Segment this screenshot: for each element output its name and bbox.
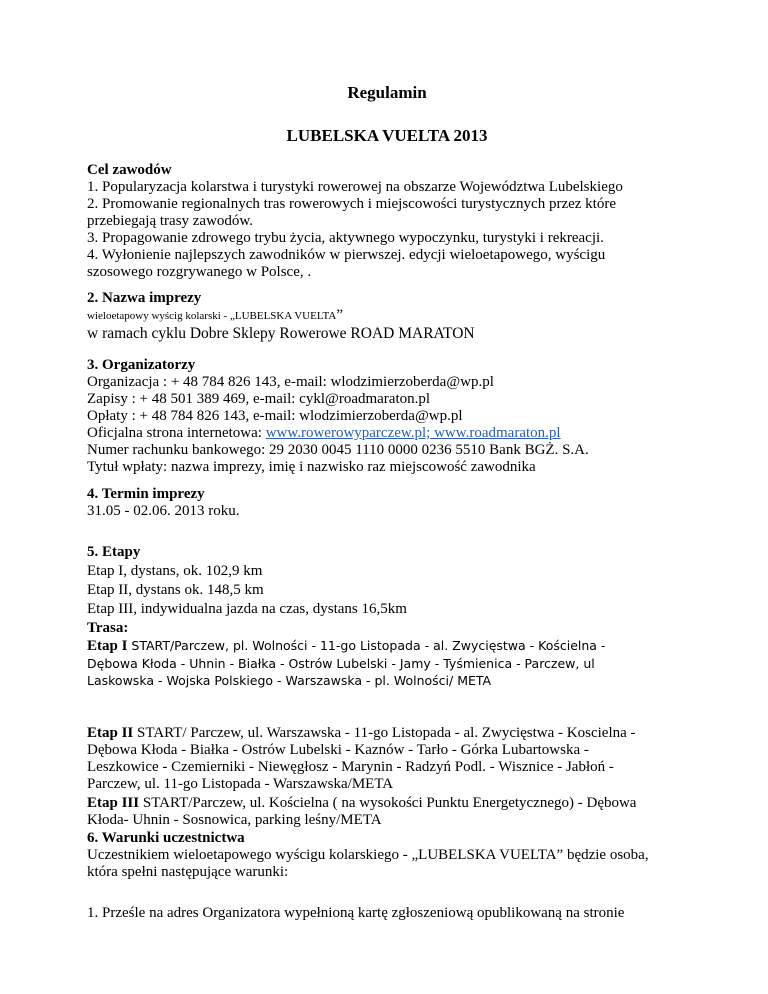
organizatorzy-line: Zapisy : + 48 501 389 469, e-mail: cykl@roadmaraton.pl — [87, 391, 431, 407]
document-subtitle: LUBELSKA VUELTA 2013 — [286, 126, 488, 145]
section-nazwa — [87, 290, 687, 344]
organizatorzy-line: Opłaty : + 48 784 826 143, e-mail: wlodzimierzoberda@wp.pl — [87, 408, 463, 424]
trasa-label: Trasa: — [87, 620, 129, 636]
etap2-line: Leszkowice - Czemierniki - Niewęgłosz - Marynin - Radzyń Podl. - Wisznice - Jabłoń - — [87, 759, 614, 775]
bank-account: Numer rachunku bankowego: 29 2030 0045 1110 0000 0236 5510 Bank BGŻ. S.A. — [87, 442, 589, 458]
etap-line: Etap II, dystans ok. 148,5 km — [87, 582, 264, 598]
section-warunki-heading: 6. Warunki uczestnictwa — [87, 830, 245, 846]
termin-value: 31.05 - 02.06. 2013 roku. — [87, 503, 240, 519]
nazwa-quote-end: ” — [336, 307, 344, 323]
warunki-line: która spełni następujące warunki: — [87, 864, 289, 880]
nazwa-small-text: wieloetapowy wyścig kolarski - „LUBELSKA VUELTA — [87, 310, 337, 322]
section-termin-heading: 4. Termin imprezy — [87, 486, 205, 502]
etap2-line: Dębowa Kłoda - Białka - Ostrów Lubelski - Kaznów - Tarło - Górka Lubartowska - — [87, 742, 589, 758]
etap-line: Etap III, indywidualna jazda na czas, dystans 16,5km — [87, 601, 407, 617]
website-links[interactable]: www.rowerowyparczew.pl; www.roadmaraton.pl — [265, 425, 561, 441]
warunki-item-1 — [87, 905, 687, 922]
etap1-text: START/Parczew, pl. Wolności - 11-go Listopada - al. Zwycięstwa - Kościelna - — [127, 638, 606, 653]
etap2-line: Parczew, ul. 11-go Listopada - Warszawska/META — [87, 776, 394, 792]
etap3-line — [87, 795, 687, 812]
section-nazwa-heading: 2. Nazwa imprezy — [87, 290, 202, 306]
section-etapy-heading: 5. Etapy — [87, 544, 141, 560]
cel-item: 2. Promowanie regionalnych tras rowerowych i miejscowości turystycznych przez które — [87, 196, 616, 212]
section-organizatorzy — [87, 357, 687, 476]
etap2-text: START/ Parczew, ul. Warszawska - 11-go Listopada - al. Zwycięstwa - Koscielna - — [133, 725, 636, 741]
section-etap2 — [87, 725, 687, 793]
etap-line: Etap I, dystans, ok. 102,9 km — [87, 563, 263, 579]
etap3-label: Etap III — [87, 795, 140, 811]
etap1-label: Etap I — [87, 638, 128, 654]
etap3-line: Kłoda- Uhnin - Sosnowica, parking leśny/META — [87, 812, 382, 828]
document-title: Regulamin — [347, 83, 427, 102]
organizatorzy-line: Organizacja : + 48 784 826 143, e-mail: wlodzimierzoberda@wp.pl — [87, 374, 494, 390]
section-organizatorzy-heading: 3. Organizatorzy — [87, 357, 196, 373]
cel-item: przebiegają trasy zawodów. — [87, 213, 254, 229]
website-line — [87, 425, 687, 442]
cel-item: 3. Propagowanie zdrowego trybu życia, aktywnego wypoczynku, turystyki i rekreacji. — [87, 230, 604, 246]
etap1-line — [87, 637, 687, 655]
cel-item: 4. Wyłonienie najlepszych zawodników w pierwszej. edycji wieloetapowego, wyścigu — [87, 247, 606, 263]
section-warunki — [87, 830, 687, 881]
section-etap3 — [87, 795, 687, 829]
warunki-line: Uczestnikiem wieloetapowego wyścigu kolarskiego - „LUBELSKA VUELTA” będzie osoba, — [87, 847, 649, 863]
section-etapy — [87, 543, 687, 689]
etap3-text: START/Parczew, ul. Kościelna ( na wysokości Punktu Energetycznego) - Dębowa — [139, 795, 637, 811]
section-cel — [87, 162, 687, 281]
section-termin — [87, 486, 687, 520]
etap2-line — [87, 725, 687, 742]
section-cel-heading: Cel zawodów — [87, 162, 172, 178]
cel-item: 1. Popularyzacja kolarstwa i turystyki rowerowej na obszarze Województwa Lubelskiego — [87, 179, 623, 195]
etap1-line: Dębowa Kłoda - Uhnin - Białka - Ostrów Lubelski - Jamy - Tyśmienica - Parczew, ul — [87, 656, 595, 671]
warunki-item-text: 1. Prześle na adres Organizatora wypełnioną kartę zgłoszeniową opublikowaną na stronie — [87, 905, 625, 921]
etap1-line: Laskowska - Wojska Polskiego - Warszawska - pl. Wolności/ META — [87, 673, 492, 688]
nazwa-line2: w ramach cyklu Dobre Sklepy Rowerowe ROAD MARATON — [87, 325, 475, 342]
website-label: Oficjalna strona internetowa: — [87, 425, 266, 441]
cel-item: szosowego rozgrywanego w Polsce, . — [87, 264, 312, 280]
etap2-label: Etap II — [87, 725, 134, 741]
payment-title: Tytuł wpłaty: nazwa imprezy, imię i nazwisko raz miejscowość zawodnika — [87, 459, 536, 475]
nazwa-small-line — [87, 307, 687, 324]
